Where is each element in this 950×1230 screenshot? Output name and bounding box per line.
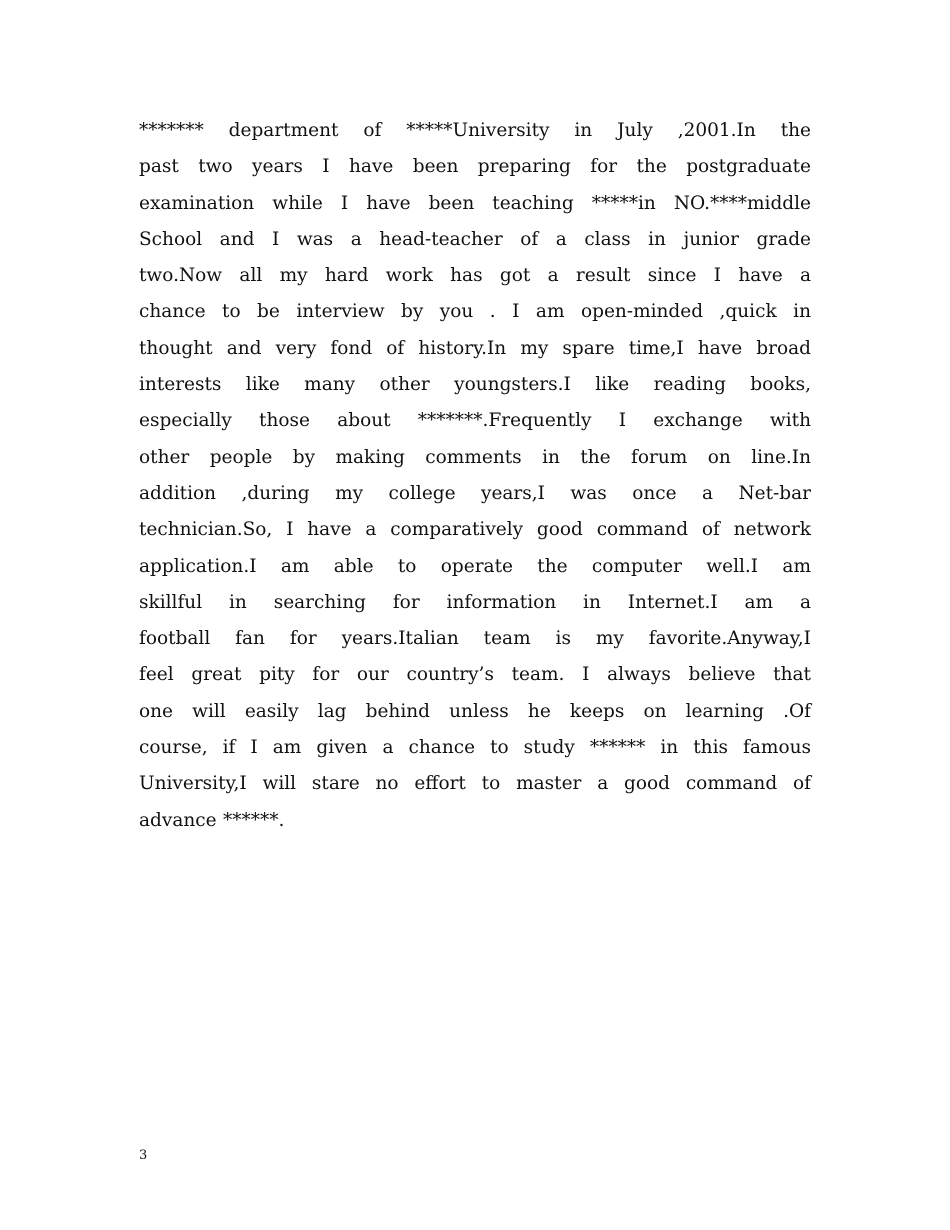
body-paragraph — [139, 113, 811, 839]
text-line-8: interests like many other youngsters.I like reading books, — [139, 374, 811, 396]
text-line-14: skillful in searching for information in Internet.I am a — [139, 591, 811, 613]
text-line-4: School and I was a head-teacher of a class in junior grade — [139, 228, 811, 250]
text-line-11: addition ,during my college years,I was once a Net-bar — [139, 482, 811, 504]
text-line-6: chance to be interview by you . I am open-minded ,quick in — [139, 301, 811, 323]
text-line-17: one will easily lag behind unless he keeps on learning .Of — [139, 700, 811, 722]
text-line-10: other people by making comments in the forum on line.In — [139, 446, 811, 468]
text-line-1: ******* department of *****University in July ,2001.In the — [139, 120, 811, 141]
text-line-2: past two years I have been preparing for the postgraduate — [139, 156, 811, 178]
text-line-12: technician.So, I have a comparatively good command of network — [139, 519, 811, 541]
text-line-20: advance ******. — [139, 809, 285, 831]
text-line-13: application.I am able to operate the computer well.I am — [139, 555, 811, 577]
text-line-15: football fan for years.Italian team is my favorite.Anyway,I — [139, 628, 811, 650]
text-line-5: two.Now all my hard work has got a result since I have a — [139, 265, 811, 287]
text-line-18: course, if I am given a chance to study ****** in this famous — [139, 737, 811, 759]
text-line-7: thought and very fond of history.In my spare time,I have broad — [139, 337, 811, 359]
text-line-16: feel great pity for our country’s team. I always believe that — [139, 664, 811, 686]
text-line-3: examination while I have been teaching *****in NO.****middle — [139, 192, 811, 214]
text-line-19: University,I will stare no effort to master a good command of — [139, 773, 811, 795]
text-line-9: especially those about *******.Frequently I exchange with — [139, 410, 811, 432]
page-number: 3 — [139, 1148, 148, 1163]
